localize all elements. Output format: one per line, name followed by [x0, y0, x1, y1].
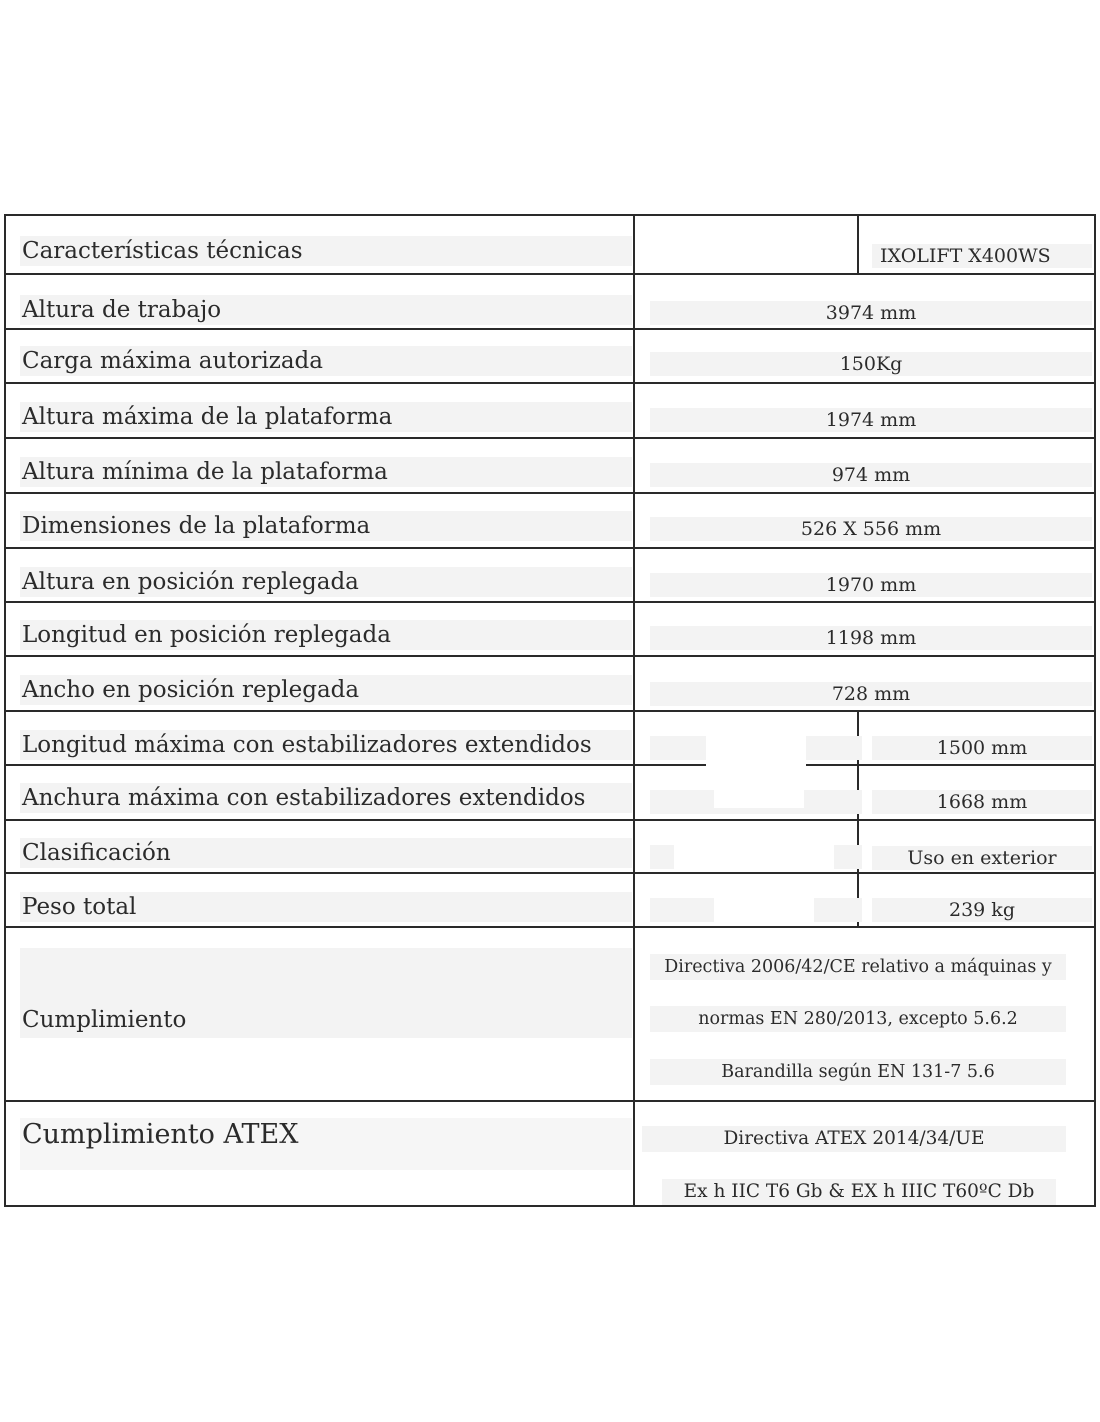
row-value: 1500 mm — [872, 736, 1092, 760]
row-label: Ancho en posición replegada — [20, 675, 632, 705]
atex-line-1: Directiva ATEX 2014/34/UE — [642, 1126, 1066, 1152]
compliance-row — [6, 928, 1094, 1102]
blank-patch — [706, 732, 806, 766]
row-value: 1198 mm — [650, 626, 1092, 650]
blank-patch — [674, 841, 834, 871]
row-value: 150Kg — [650, 352, 1092, 376]
row-value: 3974 mm — [650, 301, 1092, 325]
table-row — [6, 330, 1094, 384]
header-label: Características técnicas — [20, 236, 632, 266]
atex-line-2: Ex h IIC T6 Gb & EX h IIIC T60ºC Db — [662, 1179, 1056, 1205]
compliance-line-1: Directiva 2006/42/CE relativo a máquinas y — [650, 954, 1066, 980]
table-header-row — [6, 216, 1094, 275]
row-label: Peso total — [20, 892, 632, 922]
row-label: Carga máxima autorizada — [20, 346, 632, 376]
spec-table — [4, 214, 1096, 1207]
row-value: Uso en exterior — [872, 846, 1092, 870]
compliance-label: Cumplimiento — [20, 948, 632, 1038]
row-label: Dimensiones de la plataforma — [20, 511, 632, 541]
row-value: 974 mm — [650, 463, 1092, 487]
table-row — [6, 275, 1094, 330]
atex-row — [6, 1102, 1094, 1205]
row-label: Altura máxima de la plataforma — [20, 402, 632, 432]
row-value: 1668 mm — [872, 790, 1092, 814]
compliance-line-2: normas EN 280/2013, excepto 5.6.2 — [650, 1006, 1066, 1032]
row-label: Altura mínima de la plataforma — [20, 457, 632, 487]
table-row — [6, 766, 1094, 821]
table-row — [6, 657, 1094, 712]
row-value: 1970 mm — [650, 573, 1092, 597]
row-value: 526 X 556 mm — [650, 517, 1092, 541]
row-label: Anchura máxima con estabilizadores extendidos — [20, 783, 632, 813]
row-value: 1974 mm — [650, 408, 1092, 432]
table-row — [6, 821, 1094, 874]
row-label: Altura en posición replegada — [20, 567, 632, 597]
blank-patch — [714, 894, 814, 926]
row-label: Clasificación — [20, 838, 632, 868]
table-row — [6, 874, 1094, 928]
row-value: 239 kg — [872, 898, 1092, 922]
row-value: 728 mm — [650, 682, 1092, 706]
table-row — [6, 603, 1094, 657]
table-row — [6, 384, 1094, 439]
row-label: Longitud en posición replegada — [20, 620, 632, 650]
row-label: Altura de trabajo — [20, 295, 632, 325]
atex-label: Cumplimiento ATEX — [20, 1118, 632, 1170]
table-row — [6, 712, 1094, 766]
blank-patch — [714, 766, 804, 808]
row-label: Longitud máxima con estabilizadores extendidos — [20, 730, 632, 760]
table-row — [6, 439, 1094, 494]
table-row — [6, 549, 1094, 603]
header-model: IXOLIFT X400WS — [872, 244, 1092, 268]
table-row — [6, 494, 1094, 549]
compliance-line-3: Barandilla según EN 131-7 5.6 — [650, 1059, 1066, 1085]
